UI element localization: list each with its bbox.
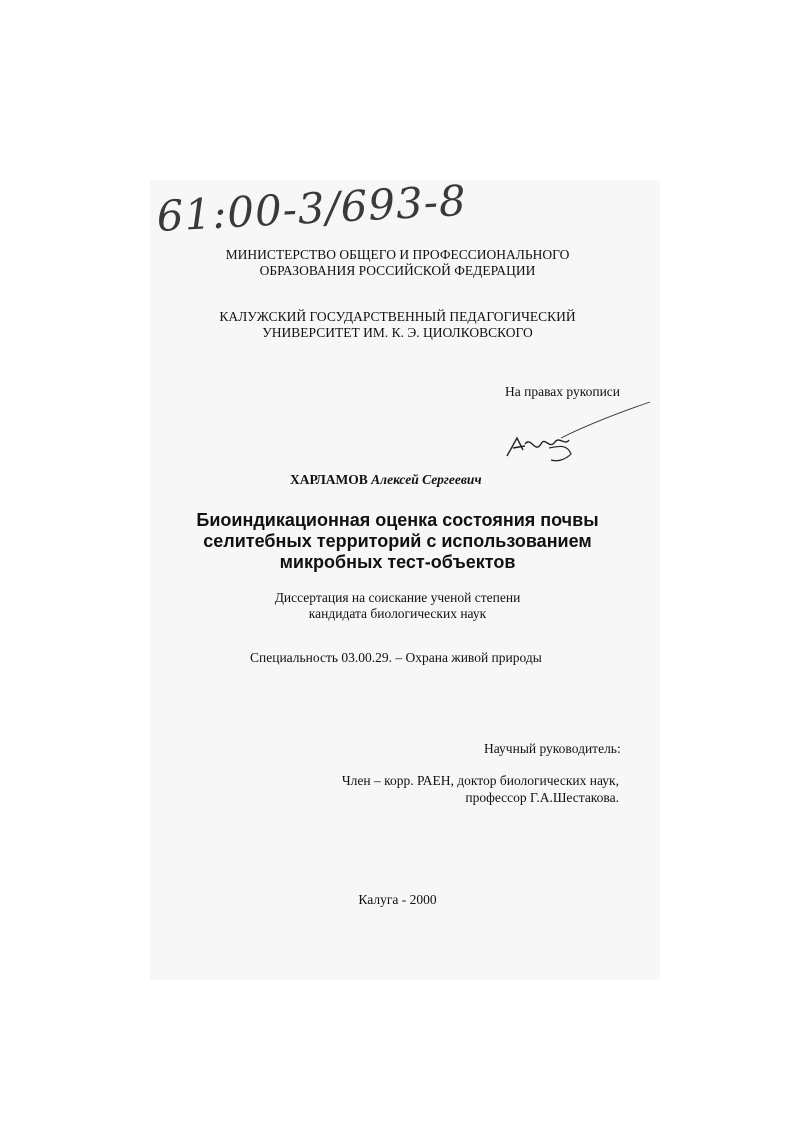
degree-statement — [0, 590, 795, 622]
university-header — [0, 309, 795, 341]
ministry-line-2: ОБРАЗОВАНИЯ РОССИЙСКОЙ ФЕДЕРАЦИИ — [259, 263, 536, 278]
handwritten-archive-code: 61:00-3/693-8 — [155, 175, 468, 241]
manuscript-rights: На правах рукописи — [505, 384, 621, 399]
scanned-page-area — [150, 175, 660, 980]
author-given-names: Алексей Сергеевич — [371, 472, 482, 487]
place-and-year: Калуга - 2000 — [358, 892, 437, 907]
specialty: Специальность 03.00.29. – Охрана живой природы — [250, 650, 542, 665]
advisor-name: профессор Г.А.Шестакова. — [465, 790, 619, 805]
advisor-info — [342, 772, 619, 806]
advisor-credentials: Член – корр. РАЕН, доктор биологических наук, — [341, 773, 619, 788]
author-signature — [505, 398, 655, 468]
dissertation-title — [0, 510, 795, 573]
degree-line-2: кандидата биологических наук — [308, 606, 487, 621]
title-line-1: Биоиндикационная оценка состояния почвы — [196, 510, 599, 530]
ministry-header — [0, 247, 795, 279]
advisor-label: Научный руководитель: — [484, 741, 621, 756]
ministry-line-1: МИНИСТЕРСТВО ОБЩЕГО И ПРОФЕССИОНАЛЬНОГО — [225, 247, 570, 262]
author-name — [290, 472, 482, 488]
title-line-2: селитебных территорий с использованием — [203, 531, 592, 551]
degree-line-1: Диссертация на соискание ученой степени — [274, 590, 521, 605]
university-line-2: УНИВЕРСИТЕТ ИМ. К. Э. ЦИОЛКОВСКОГО — [262, 325, 533, 340]
author-surname: ХАРЛАМОВ — [290, 472, 368, 487]
university-line-1: КАЛУЖСКИЙ ГОСУДАРСТВЕННЫЙ ПЕДАГОГИЧЕСКИЙ — [219, 309, 576, 324]
title-line-3: микробных тест-объектов — [279, 552, 516, 572]
